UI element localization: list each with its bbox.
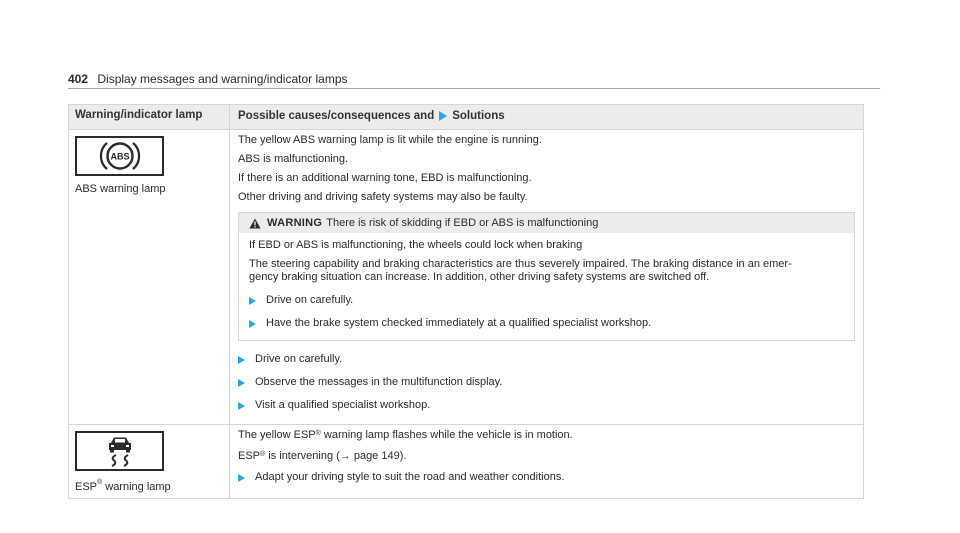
warning-action-item <box>249 317 844 330</box>
cause-text: Other driving and driving safety systems may also be faulty. <box>238 191 528 203</box>
page-header <box>68 72 348 86</box>
action-text: Adapt your driving style to suit the road and weather conditions. <box>255 471 565 483</box>
arrow-right-icon <box>439 111 447 121</box>
lamp-cell-esp <box>69 425 230 498</box>
table-row-esp <box>69 424 863 498</box>
action-item <box>238 471 855 484</box>
cause-text: The yellow ESP® warning lamp flashes while the vehicle is in motion. <box>238 429 573 441</box>
action-text: Visit a qualified specialist workshop. <box>255 399 431 411</box>
warning-triangle-icon <box>249 218 261 229</box>
cause-text-with-page-link[interactable]: ESP® is intervening (→ page 149). <box>238 450 407 462</box>
action-text: Observe the messages in the multifunction display. <box>255 376 503 388</box>
esp-skid-icon <box>75 431 164 471</box>
action-item <box>238 353 855 366</box>
table-row-abs <box>69 129 863 424</box>
warning-box <box>238 212 855 341</box>
warning-text: If EBD or ABS is malfunctioning, the wheels could lock when braking <box>249 239 583 251</box>
warning-text: The steering capability and braking characteristics are thus severely impaired. The braking distance in an emer- <box>249 258 792 270</box>
header-divider <box>68 88 880 89</box>
warning-text: gency braking situation can increase. In addition, other driving safety systems are switched off. <box>249 271 710 283</box>
causes-cell-esp <box>230 425 863 498</box>
arrow-right-icon <box>238 379 245 387</box>
page-title: Display messages and warning/indicator lamps <box>97 72 348 86</box>
arrow-right-icon <box>249 297 256 305</box>
abs-icon-text: ABS <box>109 151 130 162</box>
arrow-right-icon <box>238 474 245 482</box>
action-text: Drive on carefully. <box>255 353 343 365</box>
col-header-lamp: Warning/indicator lamp <box>69 105 230 129</box>
cause-text: ABS is malfunctioning. <box>238 153 349 165</box>
arrow-right-icon <box>238 356 245 364</box>
page-number: 402 <box>68 72 89 86</box>
action-item <box>238 399 855 412</box>
arrow-right-icon <box>249 320 256 328</box>
action-text: Drive on carefully. <box>266 294 354 306</box>
col-header-solutions-text: Solutions <box>452 110 505 122</box>
cause-text: The yellow ABS warning lamp is lit while the engine is running. <box>238 134 542 146</box>
col-header-causes <box>230 105 863 129</box>
table-header <box>69 105 863 129</box>
action-item <box>238 376 855 389</box>
warning-action-item <box>249 294 844 307</box>
lamp-cell-abs <box>69 130 230 424</box>
abs-icon <box>75 136 164 176</box>
warning-header <box>239 213 854 233</box>
arrow-right-icon <box>238 402 245 410</box>
causes-cell-abs <box>230 130 863 424</box>
lamp-label-esp: ESP® warning lamp <box>75 479 171 493</box>
warning-lamp-table <box>68 104 864 499</box>
warning-body <box>239 233 854 340</box>
col-header-causes-text: Possible causes/consequences and <box>238 110 435 122</box>
cause-text: If there is an additional warning tone, EBD is malfunctioning. <box>238 172 532 184</box>
warning-subtitle: There is risk of skidding if EBD or ABS is malfunctioning <box>326 217 599 229</box>
action-text: Have the brake system checked immediately at a qualified specialist workshop. <box>266 317 652 329</box>
warning-title: WARNING <box>267 217 323 229</box>
lamp-label-abs: ABS warning lamp <box>75 183 166 195</box>
